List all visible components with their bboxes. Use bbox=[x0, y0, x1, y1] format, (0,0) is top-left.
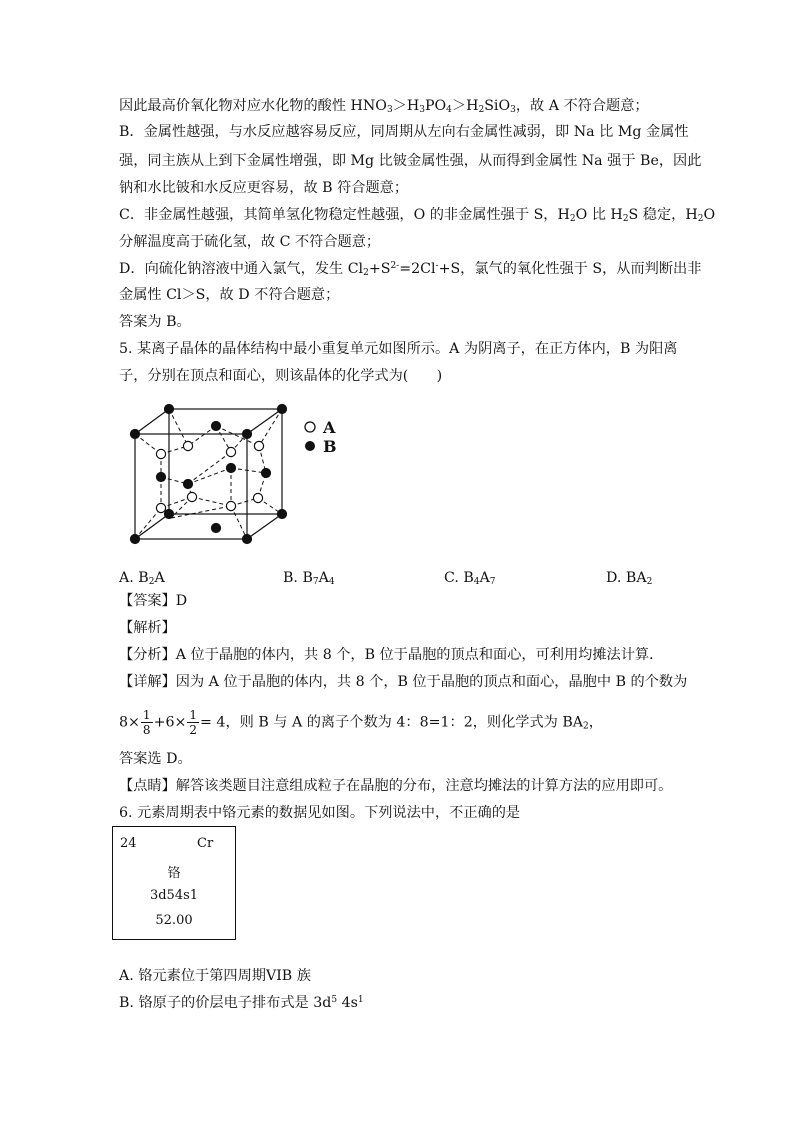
atomic-number: 24 bbox=[120, 836, 137, 851]
key-point: 【点睛】解答该类题目注意组成粒子在晶胞的分布，注意均摊法的计算方法的应用即可。 bbox=[119, 778, 673, 794]
option-d: D. $BA_2$ bbox=[606, 570, 653, 587]
line-option-c-1: C．非金属性越强，其简单氢化物稳定性越强，O 的非金属性强于 S，$H_2O$ 比 $H_2S$ 稳定，$H_2O$ bbox=[119, 207, 716, 224]
chromium-element-cell bbox=[112, 826, 236, 940]
question-6-option-a: A. 铬元素位于第四周期VIB 族 bbox=[119, 968, 311, 984]
electron-configuration: 3d54s1 bbox=[149, 888, 199, 903]
fraction-one-eighth: $\frac{1}{8}$ bbox=[142, 708, 151, 737]
fraction-one-half: $\frac{1}{2}$ bbox=[189, 708, 198, 737]
question-5-line-1: 5. 某离子晶体的晶体结构中最小重复单元如图所示。A 为阴离子，在正方体内，B 为阳离 bbox=[119, 341, 678, 357]
line-option-b-3: 钠和水比铍和水反应更容易，故 B 符合题意； bbox=[119, 180, 409, 196]
question-5-line-2: 子，分别在顶点和面心，则该晶体的化学式为( ) bbox=[119, 368, 443, 384]
option-a: A. $B_2A$ bbox=[119, 570, 165, 587]
analysis-summary: 【分析】A 位于晶胞的体内，共 8 个，B 位于晶胞的顶点和面心，可利用均摊法计算． bbox=[119, 647, 664, 663]
legend-hollow-circle-icon bbox=[303, 420, 317, 434]
legend-filled-circle-icon bbox=[303, 439, 317, 453]
question-6: 6. 元素周期表中铬元素的数据见如图。下列说法中，不正确的是 bbox=[119, 805, 521, 821]
line-answer-b: 答案为 B。 bbox=[119, 314, 191, 330]
choose-answer: 答案选 D。 bbox=[119, 751, 192, 767]
calculation-line: 8× $\frac{1}{8}$ +6× $\frac{1}{2}$ = 4，则 B 与 A 的离子个数为 4：8=1：2，则化学式为 $BA_2$， bbox=[119, 708, 603, 737]
detailed-explanation: 【详解】因为 A 位于晶胞的体内，共 8 个，B 位于晶胞的顶点和面心，晶胞中 B 的个数为 bbox=[119, 674, 688, 690]
line-option-b-1: B．金属性越强，与水反应越容易反应，同周期从左向右金属性减弱，即 Na 比 Mg 金属性 bbox=[119, 124, 689, 140]
line-option-d-1: D．向硫化钠溶液中通入氯气，发生 $Cl_2+S^{2-}=2Cl^-+S$，氯气的氧化性强于 S，从而判断出非 bbox=[119, 261, 702, 278]
question-6-option-b: B. 铬原子的价层电子排布式是 $3d^5$ $4s^1$ bbox=[119, 995, 364, 1011]
element-symbol: Cr bbox=[197, 836, 214, 851]
analysis-label: 【解析】 bbox=[119, 620, 176, 636]
atomic-mass: 52.00 bbox=[155, 913, 193, 928]
crystal-unit-cell-diagram bbox=[125, 400, 300, 545]
legend-label-a: A bbox=[323, 418, 336, 437]
element-name: 铬 bbox=[167, 866, 181, 881]
line-option-b-2: 强，同主族从上到下金属性增强，即 Mg 比铍金属性强，从而得到金属性 Na 强于 Be，因此 bbox=[119, 153, 702, 169]
option-b: B. $B_7A_4$ bbox=[283, 570, 335, 587]
line-option-d-2: 金属性 Cl＞S，故 D 不符合题意； bbox=[119, 287, 340, 303]
answer-label: 【答案】D bbox=[119, 593, 188, 609]
line-option-c-2: 分解温度高于硫化氢，故 C 不符合题意； bbox=[119, 234, 381, 250]
legend-label-b: B bbox=[323, 437, 337, 456]
option-c: C. $B_4A_7$ bbox=[444, 570, 496, 587]
line-option-a-explanation: 因此最高价氧化物对应水化物的酸性 $HNO_3>H_3PO_4>H_2SiO_3$，故 A 不符合题意； bbox=[119, 98, 649, 115]
